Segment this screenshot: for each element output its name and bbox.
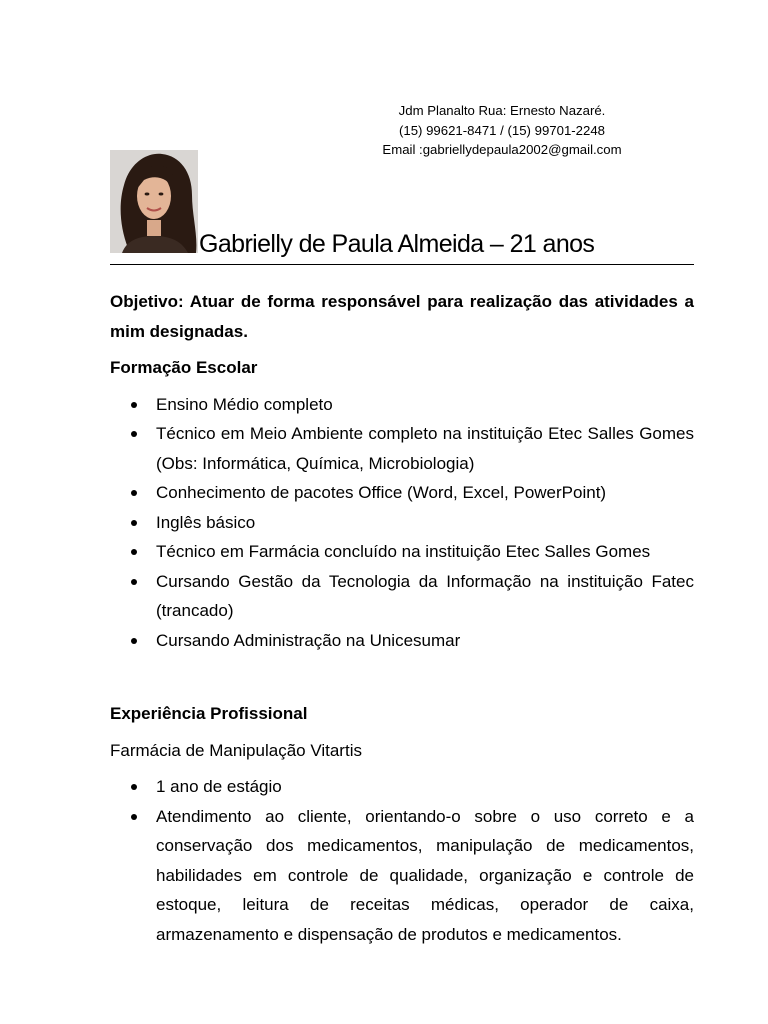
education-list xyxy=(110,390,694,656)
list-item-text: Atendimento ao cliente, orientando-o sobre o uso correto e a conservação dos medicamentos, manipulação de medicamentos, habilidades em controle de qualidade, organização e controle de estoque, leitura de receitas médicas, operador de caixa, armazenamento e dispensação de produtos e medicamentos. xyxy=(156,806,694,944)
bullet-icon xyxy=(131,579,137,585)
profile-photo xyxy=(110,150,198,253)
list-item-text: 1 ano de estágio xyxy=(156,777,282,796)
candidate-name-age: Gabrielly de Paula Almeida – 21 anos xyxy=(199,230,595,258)
list-item xyxy=(110,390,694,420)
bullet-icon xyxy=(131,549,137,555)
contact-block xyxy=(362,101,642,160)
list-item xyxy=(110,537,694,567)
list-item xyxy=(110,772,694,802)
list-item xyxy=(110,626,694,656)
bullet-icon xyxy=(131,490,137,496)
list-item xyxy=(110,508,694,538)
list-item-text: Técnico em Farmácia concluído na instituição Etec Salles Gomes xyxy=(156,542,651,561)
list-item-text: Técnico em Meio Ambiente completo na instituição Etec Salles Gomes (Obs: Informática, Química, Microbiologia) xyxy=(156,424,694,473)
list-item xyxy=(110,802,694,950)
company-name: Farmácia de Manipulação Vitartis xyxy=(110,740,362,760)
phone-line: (15) 99621-8471 / (15) 99701-2248 xyxy=(398,122,606,138)
experience-heading: Experiência Profissional xyxy=(110,704,308,723)
bullet-icon xyxy=(131,814,137,820)
bullet-icon xyxy=(131,784,137,790)
list-item-text: Cursando Administração na Unicesumar xyxy=(156,630,461,650)
education-heading: Formação Escolar xyxy=(110,358,258,377)
bullet-icon xyxy=(131,638,137,644)
list-item-text: Ensino Médio completo xyxy=(156,394,333,414)
list-item-text: Conhecimento de pacotes Office (Word, Excel, PowerPoint) xyxy=(156,483,607,502)
bullet-icon xyxy=(131,520,137,526)
list-item-text: Inglês básico xyxy=(156,512,256,532)
profile-photo-illustration xyxy=(110,150,198,253)
list-item xyxy=(110,567,694,626)
email-line: Email :gabriellydepaula2002@gmail.com xyxy=(382,142,622,157)
address-line: Jdm Planalto Rua: Ernesto Nazaré. xyxy=(398,103,606,118)
experience-list xyxy=(110,772,694,949)
list-item xyxy=(110,478,694,508)
objective-text: Objetivo: Atuar de forma responsável para realização das atividades a mim designadas. xyxy=(110,292,694,341)
bullet-icon xyxy=(131,402,137,408)
list-item xyxy=(110,419,694,478)
resume-body xyxy=(110,287,694,949)
header-divider xyxy=(110,264,694,265)
list-item-text: Cursando Gestão da Tecnologia da Informação na instituição Fatec (trancado) xyxy=(156,571,694,620)
bullet-icon xyxy=(131,431,137,437)
